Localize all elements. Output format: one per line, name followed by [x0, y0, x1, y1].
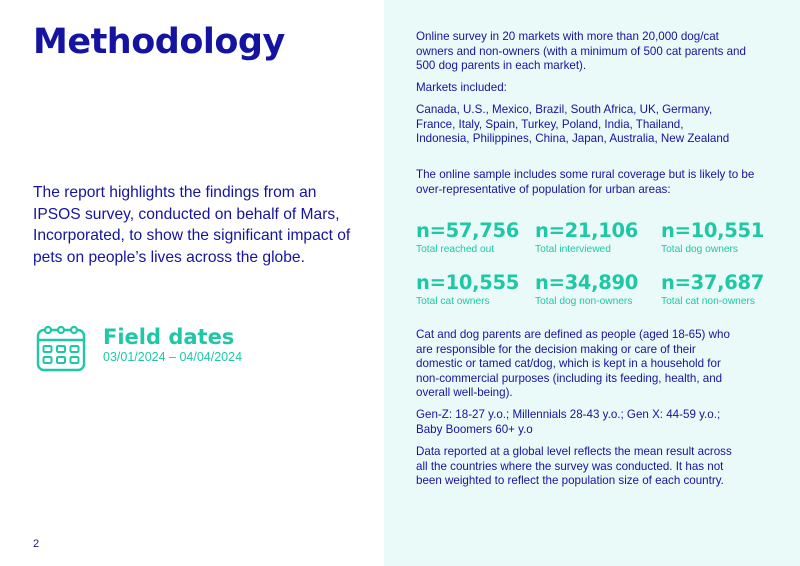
markets-list: Canada, U.S., Mexico, Brazil, South Africa, UK, Germany, France, Italy, Spain, Turkey, Poland, India, Thailand, Indonesia, Philippines, China, Japan, Australia, New Zealand [416, 103, 730, 146]
stat-value: n=34,890 [535, 271, 639, 294]
weighting-note: Data reported at a global level reflects the mean result across all the countries where the survey was conducted. It has not been weighted to reflect the population size of each country. [416, 445, 732, 488]
intro-text: The report highlights the findings from an IPSOS survey, conducted on behalf of Mars, Incorporated, to show the significant impact of pets on people’s lives across the globe. [33, 184, 351, 266]
stat-total-reached [416, 220, 519, 256]
page-title: Methodology [33, 22, 285, 62]
parent-definition: Cat and dog parents are defined as people (aged 18-65) who are responsible for the decision making or care of their domestic or tamed cat/dog, which is kept in a household for non-commercial purposes (including its feeding, health, and overall well-being). [416, 328, 730, 400]
stat-total-interviewed [535, 220, 638, 256]
stat-label: Total dog owners [661, 244, 739, 255]
generations-note: Gen-Z: 18-27 y.o.; Millennials 28-43 y.o.; Gen X: 44-59 y.o.; Baby Boomers 60+ y.o [416, 408, 721, 436]
stat-value: n=57,756 [416, 219, 520, 242]
page-number: 2 [33, 538, 40, 550]
survey-intro: Online survey in 20 markets with more than 20,000 dog/cat owners and non-owners (with a minimum of 500 cat parents and 500 dog parents in each market). [416, 30, 746, 73]
field-dates-value: 03/01/2024 – 04/04/2024 [103, 350, 243, 364]
sample-note: The online sample includes some rural coverage but is likely to be over-representative of population for urban areas: [416, 168, 755, 196]
stat-value: n=37,687 [661, 271, 765, 294]
field-dates-title: Field dates [103, 325, 235, 349]
stat-label: Total cat owners [416, 296, 490, 307]
stat-value: n=21,106 [535, 219, 639, 242]
stat-cat-owners [416, 272, 519, 308]
stat-label: Total interviewed [535, 244, 611, 255]
stat-label: Total dog non-owners [535, 296, 633, 307]
stat-cat-non-owners [661, 272, 764, 308]
calendar-icon [36, 323, 86, 373]
stat-dog-owners [661, 220, 764, 256]
stat-value: n=10,555 [416, 271, 520, 294]
stat-label: Total reached out [416, 244, 495, 255]
stat-value: n=10,551 [661, 219, 765, 242]
stat-dog-non-owners [535, 272, 638, 308]
markets-heading: Markets included: [416, 81, 507, 94]
stat-label: Total cat non-owners [661, 296, 755, 307]
